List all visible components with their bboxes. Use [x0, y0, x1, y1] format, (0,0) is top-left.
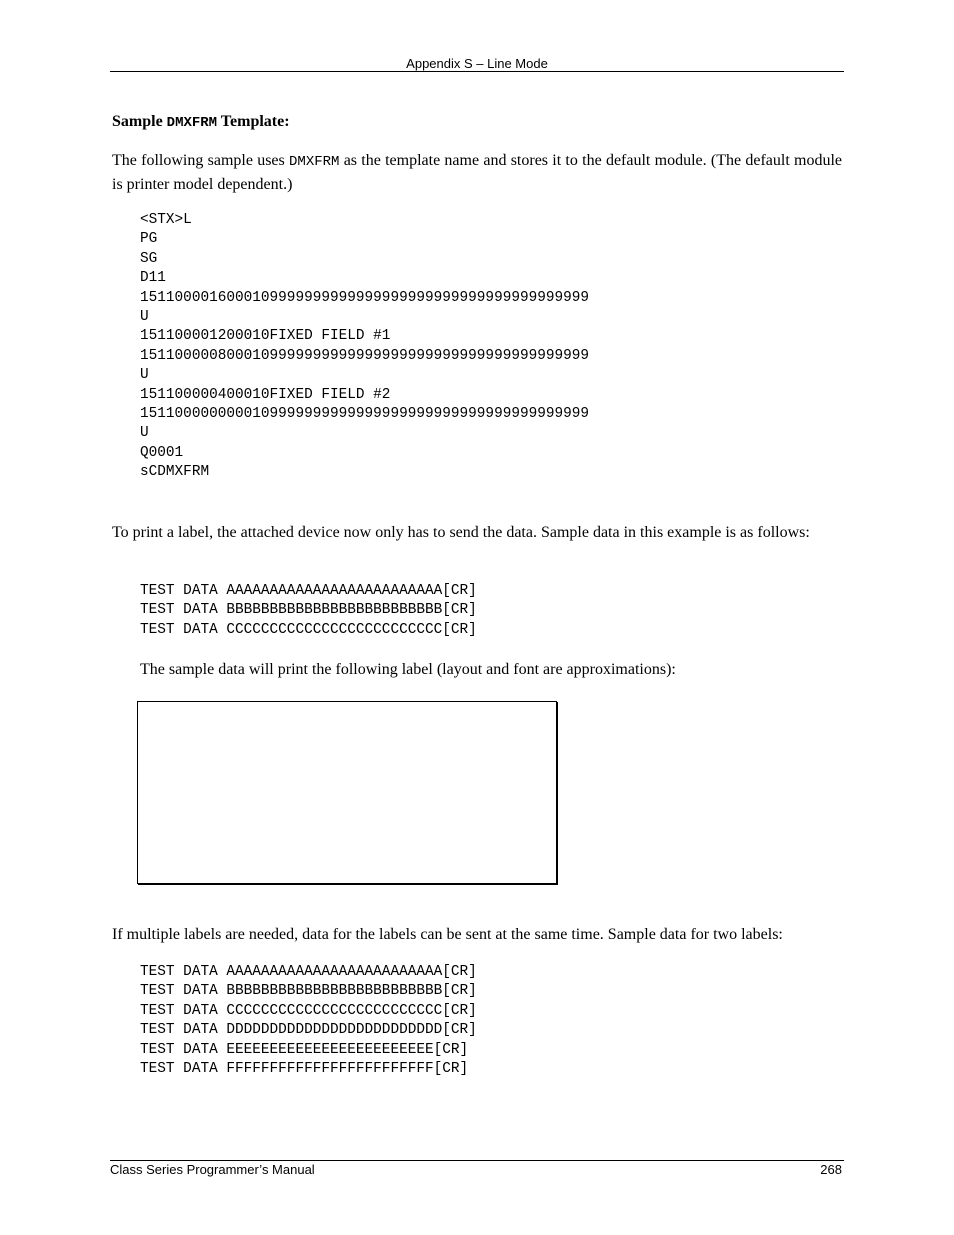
label-preview-box	[137, 701, 557, 884]
intro-text-1: The following sample uses	[112, 152, 290, 169]
sample-data-block: TEST DATA AAAAAAAAAAAAAAAAAAAAAAAAA[CR] TEST DATA BBBBBBBBBBBBBBBBBBBBBBBBB[CR] TEST DATA CCCCCCCCCCCCCCCCCCCCCCCCC[CR]	[140, 583, 477, 638]
heading-code: DMXFRM	[166, 115, 218, 131]
page-header: Appendix S – Line Mode	[406, 56, 548, 71]
section-heading	[112, 113, 290, 131]
intro-code: DMXFRM	[289, 154, 340, 170]
header-rule	[110, 71, 844, 72]
heading-prefix: Sample	[112, 113, 167, 130]
page-number: 268	[820, 1162, 842, 1177]
intro-text-2: as the template name and stores it to the default module. (The default module is printer model dependent.)	[112, 152, 843, 193]
footer-manual-title: Class Series Programmer’s Manual	[110, 1162, 315, 1177]
multi-label-paragraph: If multiple labels are needed, data for the labels can be sent at the same time. Sample data for two labels:	[112, 926, 783, 943]
heading-suffix: Template:	[217, 113, 290, 130]
intro-paragraph	[112, 150, 842, 195]
footer-rule	[110, 1160, 844, 1161]
multi-data-block: TEST DATA AAAAAAAAAAAAAAAAAAAAAAAAA[CR] TEST DATA BBBBBBBBBBBBBBBBBBBBBBBBB[CR] TEST DATA CCCCCCCCCCCCCCCCCCCCCCCCC[CR] TEST DATA DDDDDDDDDDDDDDDDDDDDDDDDD[CR] TEST DATA EEEEEEEEEEEEEEEEEEEEEEEE[CR] TEST DATA FFFFFFFFFFFFFFFFFFFFFFFF[CR]	[140, 964, 477, 1078]
print-paragraph: To print a label, the attached device now only has to send the data. Sample data in this example is as follows:	[112, 524, 810, 541]
label-paragraph: The sample data will print the following label (layout and font are approximations):	[140, 661, 676, 678]
template-code-block: <STX>L PG SG D11 1511000016000109999999999999999999999999999999999999 U 151100001200010FIXED FIELD #1 1511000008000109999999999999999999999999999999999999 U 151100000400010FIXED FIELD #2 1511000000000109999999999999999999999999999999999999 U Q0001 sCDMXFRM	[140, 212, 590, 481]
